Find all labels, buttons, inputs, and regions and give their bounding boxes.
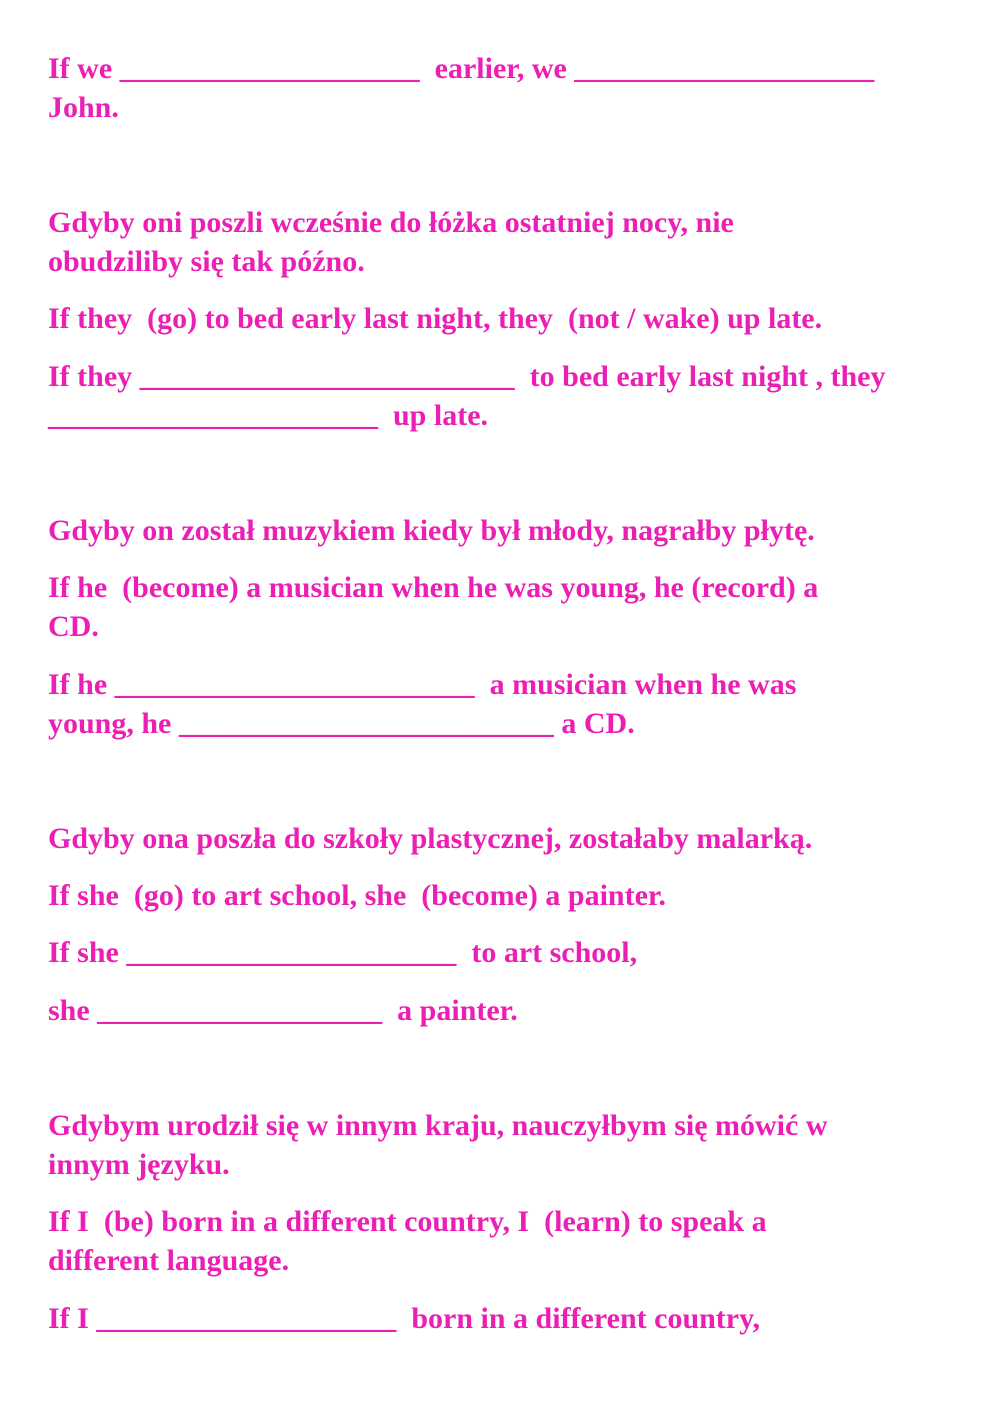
exercise-2-gap-line-2: ______________________ up late. [48, 399, 489, 432]
exercise-1-gap-line-1: If we ____________________ earlier, we ____________________ [48, 52, 875, 85]
exercise-2-polish-line-2: obudziliby się tak późno. [48, 245, 365, 278]
exercise-2-polish-line-1: Gdyby oni poszli wcześnie do łóżka ostatniej nocy, nie [48, 206, 734, 239]
exercise-5-gap-line-1: If I ____________________ born in a different country, [48, 1302, 760, 1335]
exercise-1-gap-line-2: John. [48, 91, 119, 124]
exercise-5-prompt-line-1: If I (be) born in a different country, I (learn) to speak a [48, 1205, 767, 1238]
exercise-4-polish: Gdyby ona poszła do szkoły plastycznej, zostałaby malarką. [48, 822, 813, 855]
exercise-3-prompt-line-1: If he (become) a musician when he was young, he (record) a [48, 571, 819, 604]
exercise-5-polish-line-1: Gdybym urodził się w innym kraju, nauczyłbym się mówić w [48, 1109, 828, 1142]
exercise-2-prompt: If they (go) to bed early last night, they (not / wake) up late. [48, 302, 823, 335]
exercise-4-gap-line-2: she ___________________ a painter. [48, 994, 518, 1027]
exercise-3-gap-line-1: If he ________________________ a musician when he was [48, 668, 797, 701]
exercise-3-prompt-line-2: CD. [48, 610, 99, 643]
exercise-4-gap-line-1: If she ______________________ to art school, [48, 936, 638, 969]
exercise-2-gap-line-1: If they _________________________ to bed early last night , they [48, 360, 886, 393]
exercise-4-prompt: If she (go) to art school, she (become) a painter. [48, 879, 666, 912]
exercise-5-prompt-line-2: different language. [48, 1244, 290, 1277]
exercise-3-polish: Gdyby on został muzykiem kiedy był młody, nagrałby płytę. [48, 514, 815, 547]
exercise-3-gap-line-2: young, he _________________________ a CD. [48, 707, 635, 740]
exercise-5-polish-line-2: innym języku. [48, 1148, 230, 1181]
